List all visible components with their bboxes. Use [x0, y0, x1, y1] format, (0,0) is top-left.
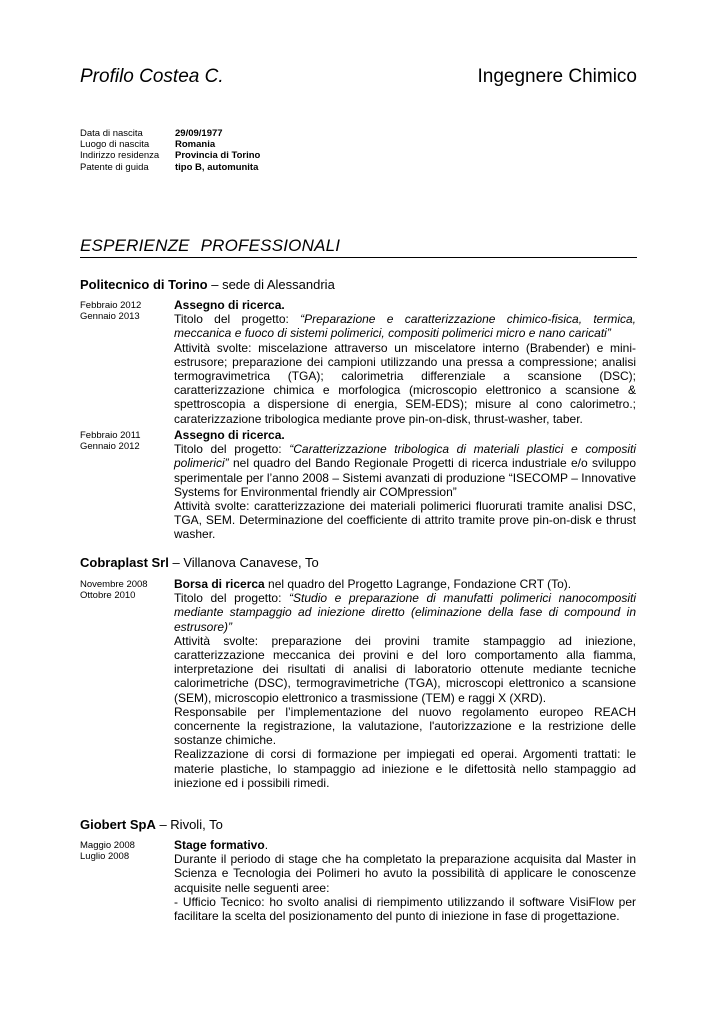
date-from: Febbraio 2011	[80, 430, 141, 441]
personal-value: Provincia di Torino	[175, 150, 261, 162]
date-from: Febbraio 2012	[80, 300, 142, 311]
entry-bullet: - Ufficio Tecnico: ho svolto analisi di riempimento utilizzando il software VisiFlow per facilitare la scelta del posizionamento del punto di iniezione in fase di progettazione.	[174, 894, 636, 924]
personal-label: Data di nascita	[80, 128, 143, 139]
entry-project	[174, 312, 636, 340]
job-title: Ingegnere Chimico	[477, 66, 637, 87]
personal-label: Indirizzo residenza	[80, 150, 160, 162]
entry-training: Realizzazione di corsi di formazione per impiegati ed operai. Argomenti trattati: le materie plastiche, lo stampaggio ad iniezione e le difettosità nello stampaggio ad iniezione ed i possibili rimedi.	[174, 747, 636, 790]
employer-name: Cobraplast Srl	[80, 555, 169, 570]
personal-value: 29/09/1977	[175, 128, 223, 139]
employer-name: Politecnico di Torino	[80, 277, 208, 292]
entry-title-line	[174, 577, 636, 591]
personal-value: Romania	[175, 139, 216, 151]
employer-name: Giobert SpA	[80, 817, 156, 832]
employer-location: – Rivoli, To	[155, 817, 223, 832]
entry-title-line	[174, 838, 636, 852]
date-to: Ottobre 2010	[80, 590, 136, 601]
project-title: “Preparazione e caratterizzazione chimico-fisica, termica, meccanica e fuoco di sistemi polimerici, compositi polimerici micro e nano caricati”	[174, 312, 636, 341]
experience-entry	[80, 838, 637, 923]
entry-activities: Attività svolte: preparazione dei provini tramite stampaggio ad iniezione, caratterizzazione meccanica dei provini e del loro comportamento alla fiamma, interpretazione dei risultati di analisi di laboratorio ottenute mediante tecniche calorimetriche (DSC), termogravimetriche (TGA), microscopi elettronico a scansione (SEM), microscopio elettronico a trasmissione (TEM) e raggi X (XRD).	[174, 633, 636, 705]
project-rest: nel quadro del Bando Regionale Progetti di ricerca industriale e/o sviluppo sperimentale per l’anno 2008 – Sistemi avanzati di produzione “ISECOMP – Innovative Systems for Environmental friendly air COMpression”	[174, 456, 636, 499]
entry-title: Assegno di ricerca.	[174, 428, 285, 442]
entry-title: Borsa di ricerca	[174, 577, 265, 591]
personal-row	[80, 162, 260, 173]
entry-project	[174, 591, 636, 634]
entry-project	[174, 442, 636, 499]
project-prefix: Titolo del progetto:	[174, 312, 301, 327]
employer-heading	[80, 277, 335, 292]
personal-row	[80, 128, 260, 139]
project-prefix: Titolo del progetto:	[174, 591, 290, 606]
employer-location: – Villanova Canavese, To	[168, 555, 319, 570]
section-title: ESPERIENZE PROFESSIONALI	[80, 236, 637, 258]
date-from: Novembre 2008	[80, 579, 148, 590]
person-name: Profilo Costea C.	[80, 66, 224, 87]
entry-dates	[80, 838, 174, 923]
personal-label: Patente di guida	[80, 161, 149, 173]
personal-row	[80, 139, 260, 150]
date-to: Gennaio 2012	[80, 441, 140, 452]
entry-dates	[80, 577, 174, 790]
entry-title: Stage formativo	[174, 838, 265, 852]
date-from: Maggio 2008	[80, 840, 135, 851]
entry-activities: Attività svolte: caratterizzazione dei materiali polimerici fluorurati tramite analisi DSC, TGA, SEM. Determinazione del coefficiente di attrito tramite prove pin-on-disk e thrust washer.	[174, 499, 636, 542]
experience-entry	[80, 298, 637, 426]
experience-entry	[80, 428, 637, 542]
employer-heading	[80, 555, 319, 570]
entry-title-rest: nel quadro del Progetto Lagrange, Fondazione CRT (To).	[264, 577, 572, 591]
entry-responsibility: Responsabile per l’implementazione del nuovo regolamento europeo REACH concernente la registrazione, la valutazione, l'autorizzazione e la restrizione delle sostanze chimiche.	[174, 704, 636, 748]
project-title: “Caratterizzazione tribologica di materiali plastici e compositi polimerici”	[174, 442, 637, 471]
experience-entry	[80, 577, 637, 790]
personal-value: tipo B, automunita	[175, 161, 259, 173]
entry-title-rest: .	[264, 838, 269, 852]
entry-dates	[80, 428, 174, 542]
employer-location: – sede di Alessandria	[207, 277, 335, 292]
personal-row	[80, 150, 260, 161]
project-prefix: Titolo del progetto:	[174, 442, 290, 457]
entry-body	[174, 428, 636, 542]
entry-dates	[80, 298, 174, 426]
date-to: Gennaio 2013	[80, 311, 140, 322]
personal-info	[80, 128, 260, 173]
employer-heading	[80, 817, 223, 832]
project-title: “Studio e preparazione di manufatti polimerici nanocompositi mediante stampaggio ad iniezione diretto (eliminazione della fase di compound in estrusore)”	[174, 591, 636, 634]
entry-activities: Attività svolte: miscelazione attraverso un miscelatore interno (Brabender) e mini-estrusore; preparazione dei campioni utilizzando una pressa a compressione; analisi termogravimetrica (TGA); calorimetria differenziale a scansione (DSC); caratterizzazione chimica e morfologica (microscopio elettronico a scansione & spettroscopia a dispersione di energia, SEM-EDS); misure al cono calorimetro.; caraterizzazione tribologica mediante prove pin-on-disk, thrust-washer, taber.	[174, 340, 636, 426]
entry-intro: Durante il periodo di stage che ha completato la preparazione acquisita dal Master in Scienza e Tecnologia dei Polimeri ho avuto la possibilità di applicare le conoscenze acquisite nelle seguenti aree:	[174, 852, 636, 895]
date-to: Luglio 2008	[80, 851, 130, 862]
entry-body	[174, 298, 636, 426]
personal-label: Luogo di nascita	[80, 139, 150, 151]
entry-body	[174, 838, 636, 923]
entry-title: Assegno di ricerca.	[174, 298, 285, 312]
entry-body	[174, 577, 636, 790]
